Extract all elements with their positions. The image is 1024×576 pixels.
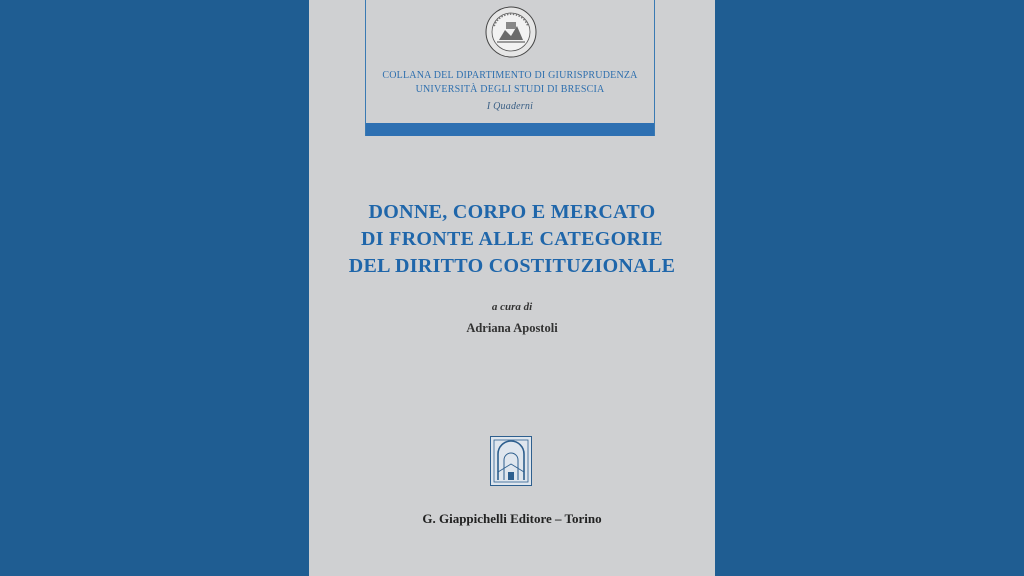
editor-label: a cura di xyxy=(491,301,533,313)
title-line-2: DI FRONTE ALLE CATEGORIE xyxy=(361,228,663,250)
series-color-bar xyxy=(366,123,654,136)
publisher-logo-icon xyxy=(490,436,532,486)
series-line-university: UNIVERSITÀ DEGLI STUDI DI BRESCIA xyxy=(415,84,605,95)
title-line-3: DEL DIRITTO COSTITUZIONALE xyxy=(348,255,676,277)
editor-name: Adriana Apostoli xyxy=(466,321,558,335)
university-seal-icon xyxy=(485,6,537,58)
title-line-1: DONNE, CORPO E MERCATO xyxy=(368,201,656,223)
series-name: I Quaderni xyxy=(486,101,534,112)
book-cover xyxy=(309,0,715,576)
series-line-department: COLLANA DEL DIPARTIMENTO DI GIURISPRUDENZA xyxy=(382,70,638,81)
series-header-box xyxy=(365,0,655,136)
book-title xyxy=(309,199,715,280)
publisher-imprint: G. Giappichelli Editore – Torino xyxy=(422,511,602,526)
